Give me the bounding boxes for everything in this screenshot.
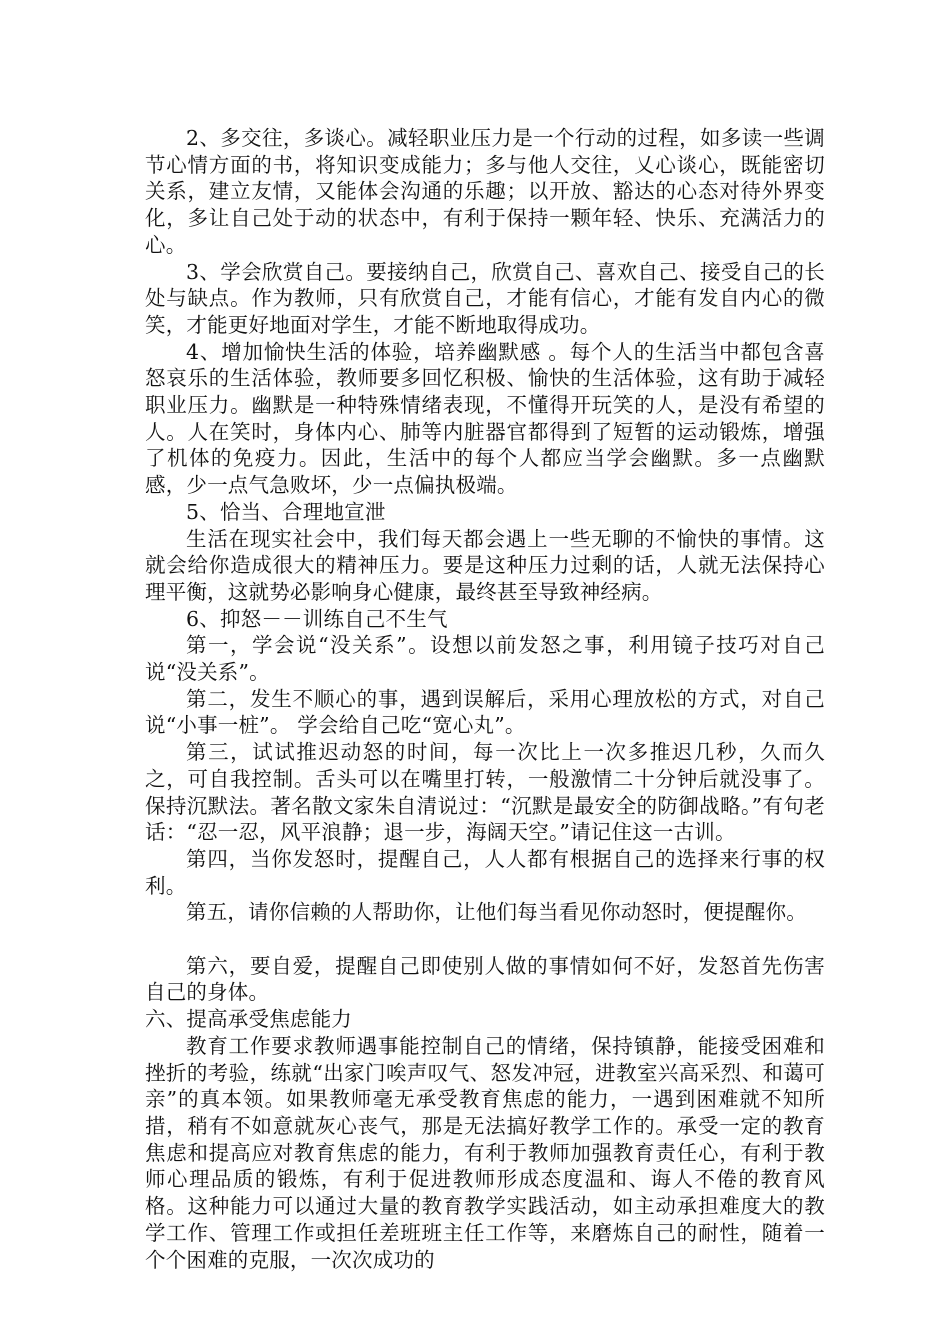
paragraph-interaction-tips: 2、多交往，多谈心。减轻职业压力是一个行动的过程，如多读一些调节心情方面的书，将知识变成能力；多与他人交往，乂心谈心，既能密切关系，建立友情，又能体会沟通的乐趣；以开放、豁达的心态对待外界变化，多让自己处于动的状态中，有利于保持一颗年轻、快乐、充满活力的心。 [145, 126, 825, 257]
paragraph-humor: 4、增加愉快生活的体验，培养幽默感 。每个人的生活当中都包含喜怒哀乐的生活体验，教师要多回忆积极、愉快的生活体验，这有助于减轻职业压力。幽默是一种特殊情绪表现，不懂得开玩笑的人，是没有希望的人。人在笑时，身体内心、肺等内脏器官都得到了短暂的运动锻炼，增强了机体的免疫力。因此，生活中的每个人都应当学会幽默。多一点幽默感，少一点气急败坏，少一点偏执极端。 [145, 339, 825, 498]
paragraph-anger-fifth: 第五，请你信赖的人帮助你，让他们每当看见你动怒时，便提醒你。 [186, 900, 807, 925]
paragraph-heading-anger: 6、抑怒－－训练自己不生气 [186, 606, 448, 631]
paragraph-self-appreciation: 3、学会欣赏自己。要接纳自己，欣赏自己、喜欢自己、接受自己的长处与缺点。作为教师，只有欣赏自己，才能有信心，才能有发自内心的微笑，才能更好地面对学生，才能不断地取得成功。 [145, 259, 825, 337]
paragraph-venting: 生活在现实社会中，我们每天都会遇上一些无聊的不愉快的事情。这就会给你造成很大的精神压力。要是这种压力过剩的话，人就无法保持心理平衡，这就势必影响身心健康，最终甚至导致神经病。 [145, 526, 825, 604]
document-body [145, 125, 825, 1273]
section-heading-anxiety: 六、提高承受焦虑能力 [145, 1007, 352, 1032]
paragraph-anger-sixth: 第六，要自爱，提醒自己即使别人做的事情如何不好，发怒首先伤害自己的身体。 [145, 953, 825, 1005]
paragraph-heading-venting: 5、恰当、合理地宣泄 [186, 499, 386, 524]
paragraph-anger-third: 第三，试试推迟动怒的时间，每一次比上一次多推迟几秒，久而久之，可自我控制。舌头可以在嘴里打转，一般激情二十分钟后就没事了。保持沉默法。著名散文家朱自清说过：“沉默是最安全的防御战略。”有句老话：“忍一忍，风平浪静；退一步，海阔天空。”请记住这一古训。 [145, 740, 825, 845]
paragraph-anxiety: 教育工作要求教师遇事能控制自己的情绪，保持镇静，能接受困难和挫折的考验，练就“出家门唉声叹气、怒发冲冠，进教室兴高采烈、和蔼可亲”的真本领。如果教师毫无承受教育焦虑的能力，一遇到困难就不知所措，稍有不如意就灰心丧气，那是无法搞好教学工作的。承受一定的教育焦虑和提高应对教育焦虑的能力，有利于教师加强教育责任心，有利于教师心理品质的锻炼，有利于促进教师形成态度温和、诲人不倦的教育风格。这种能力可以通过大量的教育教学实践活动，如主动承担难度大的教学工作、管理工作或担任差班班主任工作等，来磨炼自己的耐性，随着一个个困难的克服，一次次成功的 [145, 1033, 825, 1272]
paragraph-anger-second: 第二，发生不顺心的事，遇到误解后，采用心理放松的方式，对自己说“小事一桩”。 学会给自己吃“宽心丸”。 [145, 686, 825, 738]
paragraph-anger-fourth: 第四，当你发怒时，提醒自己，人人都有根据自己的选择来行事的权利。 [145, 846, 825, 898]
blank-line [145, 926, 825, 953]
paragraph-anger-first: 第一，学会说“没关系”。设想以前发怒之事，利用镜子技巧对自己说“没关系”。 [145, 633, 825, 685]
